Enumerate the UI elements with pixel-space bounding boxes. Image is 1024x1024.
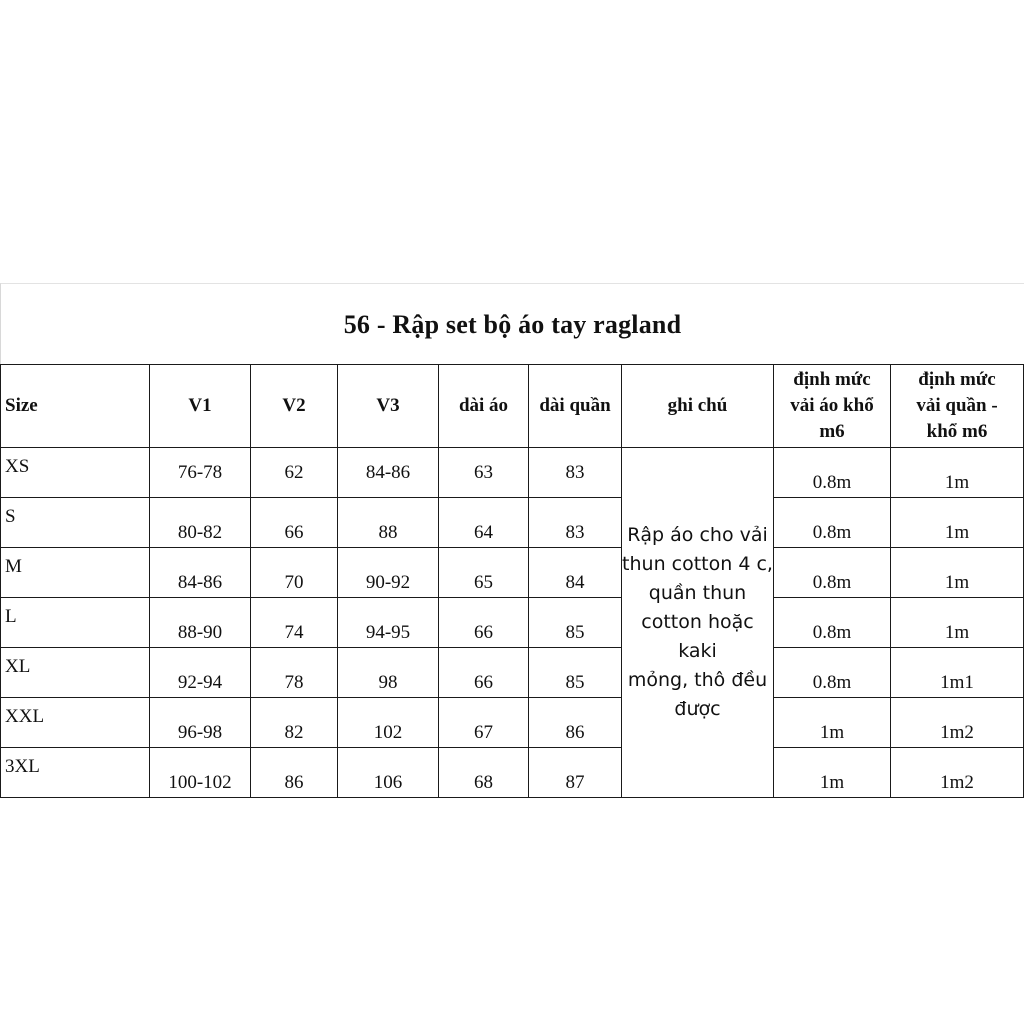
cell-dai-quan: 85: [529, 598, 622, 648]
cell-size: XL: [1, 648, 150, 698]
title-row: [0, 283, 1024, 364]
header-ghi-chu: ghi chú: [622, 365, 774, 448]
cell-v2: 66: [251, 498, 338, 548]
cell-vai-ao: 0.8m: [774, 598, 891, 648]
cell-dai-quan: 87: [529, 748, 622, 798]
cell-v3: 94-95: [338, 598, 439, 648]
cell-vai-quan: 1m: [891, 548, 1024, 598]
header-v3: V3: [338, 365, 439, 448]
header-dinh-muc-quan-line: khổ m6: [926, 421, 988, 442]
cell-vai-ao: 0.8m: [774, 548, 891, 598]
header-dinh-muc-quan-line: vải quần -: [916, 395, 998, 416]
cell-dai-quan: 84: [529, 548, 622, 598]
cell-v2: 74: [251, 598, 338, 648]
header-dinh-muc-ao-line: m6: [819, 421, 845, 442]
cell-vai-quan: 1m: [891, 598, 1024, 648]
cell-vai-quan: 1m: [891, 448, 1024, 498]
header-dai-ao: dài áo: [439, 365, 529, 448]
table-row: [1, 498, 1024, 548]
cell-vai-ao: 1m: [774, 748, 891, 798]
note-line: Rập áo cho vải: [627, 524, 768, 546]
table-row: [1, 698, 1024, 748]
note-line: được: [674, 698, 721, 720]
cell-vai-ao: 0.8m: [774, 498, 891, 548]
cell-dai-ao: 67: [439, 698, 529, 748]
cell-vai-quan: 1m2: [891, 698, 1024, 748]
cell-dai-ao: 65: [439, 548, 529, 598]
table-row: [1, 548, 1024, 598]
header-dinh-muc-ao-line: định mức: [793, 369, 871, 390]
cell-size: XS: [1, 448, 150, 498]
cell-v1: 100-102: [150, 748, 251, 798]
cell-v2: 70: [251, 548, 338, 598]
cell-size: M: [1, 548, 150, 598]
table-row: [1, 598, 1024, 648]
header-dinh-muc-ao-line: vải áo khổ: [790, 395, 874, 416]
cell-dai-quan: 85: [529, 648, 622, 698]
cell-v1: 80-82: [150, 498, 251, 548]
cell-v3: 90-92: [338, 548, 439, 598]
table-row: [1, 448, 1024, 498]
cell-size: XXL: [1, 698, 150, 748]
table-row: [1, 748, 1024, 798]
cell-vai-quan: 1m1: [891, 648, 1024, 698]
cell-ghi-chu: [622, 448, 774, 798]
cell-v2: 78: [251, 648, 338, 698]
cell-vai-ao: 0.8m: [774, 448, 891, 498]
page-title: 56 - Rập set bộ áo tay ragland: [343, 310, 682, 339]
note-line: mỏng, thô đều: [627, 669, 768, 691]
cell-v2: 86: [251, 748, 338, 798]
cell-v2: 82: [251, 698, 338, 748]
cell-vai-ao: 1m: [774, 698, 891, 748]
header-dinh-muc-quan-line: định mức: [918, 369, 996, 390]
header-dai-quan: dài quần: [529, 365, 622, 448]
cell-v3: 88: [338, 498, 439, 548]
cell-v3: 84-86: [338, 448, 439, 498]
cell-size: S: [1, 498, 150, 548]
note-line: quần thun: [648, 582, 747, 604]
header-v2: V2: [251, 365, 338, 448]
header-row: [1, 365, 1024, 448]
cell-vai-quan: 1m: [891, 498, 1024, 548]
cell-dai-ao: 68: [439, 748, 529, 798]
size-chart-sheet: [0, 283, 1024, 793]
cell-v1: 88-90: [150, 598, 251, 648]
cell-dai-ao: 66: [439, 598, 529, 648]
header-v1: V1: [150, 365, 251, 448]
cell-dai-quan: 83: [529, 498, 622, 548]
cell-v3: 102: [338, 698, 439, 748]
cell-vai-quan: 1m2: [891, 748, 1024, 798]
cell-v1: 84-86: [150, 548, 251, 598]
cell-size: 3XL: [1, 748, 150, 798]
header-dinh-muc-vai-quan: [891, 365, 1024, 448]
cell-dai-quan: 83: [529, 448, 622, 498]
cell-v1: 92-94: [150, 648, 251, 698]
cell-dai-ao: 66: [439, 648, 529, 698]
header-dinh-muc-vai-ao: [774, 365, 891, 448]
header-size: Size: [1, 365, 150, 448]
cell-dai-quan: 86: [529, 698, 622, 748]
cell-dai-ao: 64: [439, 498, 529, 548]
cell-v2: 62: [251, 448, 338, 498]
note-line: cotton hoặc kaki: [641, 611, 754, 662]
table-row: [1, 648, 1024, 698]
cell-v3: 106: [338, 748, 439, 798]
cell-vai-ao: 0.8m: [774, 648, 891, 698]
size-table: [0, 364, 1024, 798]
cell-size: L: [1, 598, 150, 648]
cell-v1: 76-78: [150, 448, 251, 498]
cell-v3: 98: [338, 648, 439, 698]
note-line: thun cotton 4 c,: [622, 553, 773, 575]
cell-dai-ao: 63: [439, 448, 529, 498]
cell-v1: 96-98: [150, 698, 251, 748]
